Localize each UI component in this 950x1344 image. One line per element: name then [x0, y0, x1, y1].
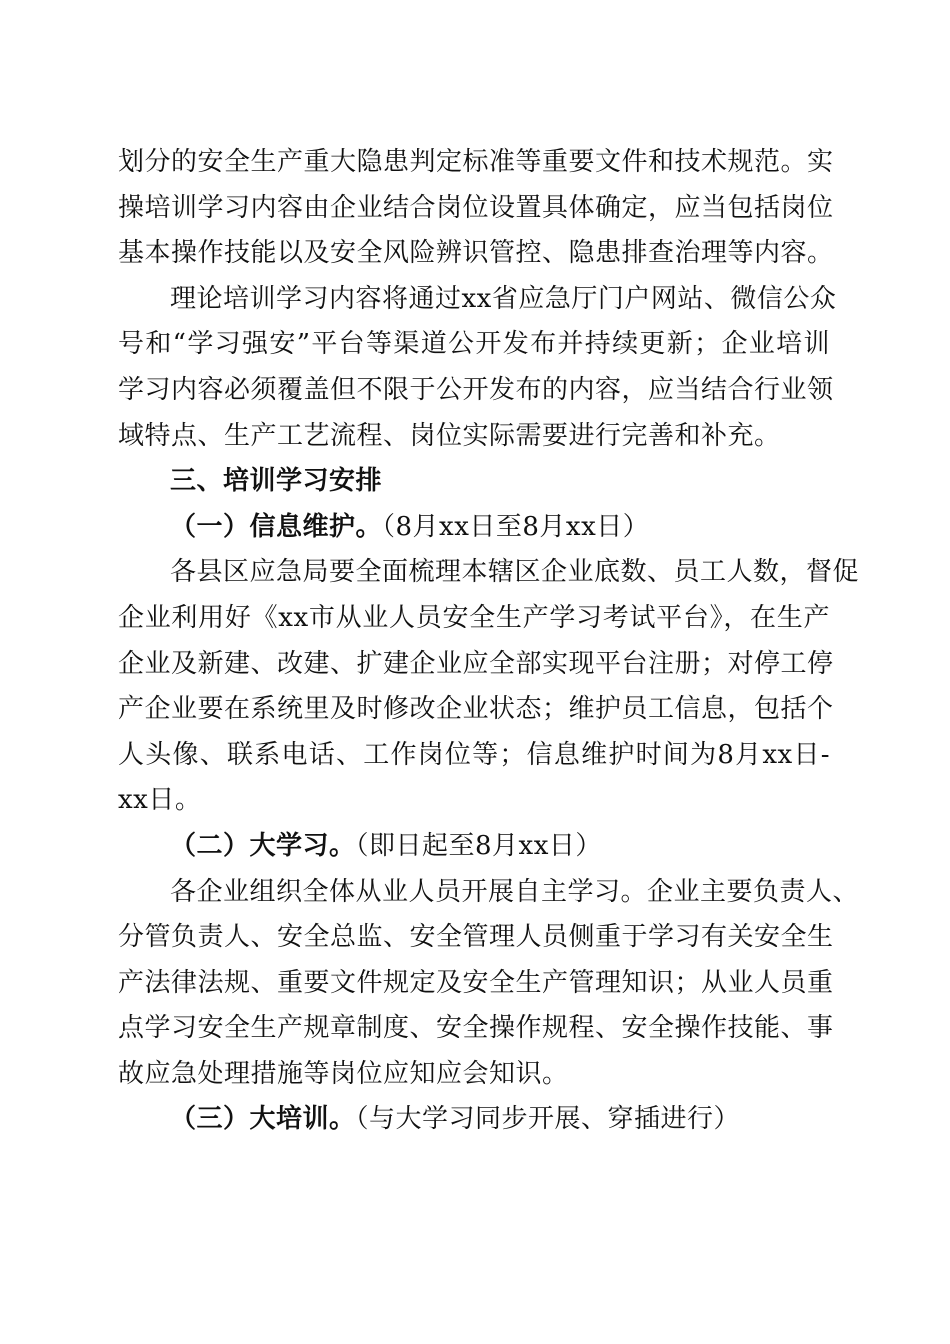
paragraph-info-maintenance: [118, 550, 860, 824]
text-line: 理论培训学习内容将通过xx省应急厅门户网站、微信公众: [170, 283, 837, 314]
subsection-heading-big-study: [118, 824, 830, 870]
subsection-date-note: （即日起至8月xx日）: [355, 830, 602, 861]
subsection-date-note: （与大学习同步开展、穿插进行）: [355, 1104, 741, 1135]
text-line: 故应急处理措施等岗位应知应会知识。: [118, 1058, 569, 1089]
text-line: 产法律法规、重要文件规定及安全生产管理知识；从业人员重: [118, 967, 834, 998]
text-line: 人头像、联系电话、工作岗位等；信息维护时间为8月xx日-: [118, 739, 830, 770]
subsection-title: （一）信息维护。: [170, 511, 383, 542]
text-line: 企业利用好《xx市从业人员安全生产学习考试平台》，在生产: [118, 602, 830, 633]
section-heading: 三、培训学习安排: [170, 466, 383, 497]
text-line: 基本操作技能以及安全风险辨识管控、隐患排查治理等内容。: [118, 238, 834, 269]
paragraph-content-publishing: [118, 277, 837, 459]
document-page: [118, 140, 860, 1143]
text-line: 各县区应急局要全面梳理本辖区企业底数、员工人数，督促: [170, 557, 860, 588]
text-line: 号和“学习强安”平台等渠道公开发布并持续更新；企业培训: [118, 329, 830, 360]
paragraph-curriculum-scope: [118, 140, 834, 277]
text-line: xx日。: [118, 785, 202, 816]
subsection-title: （二）大学习。: [170, 830, 356, 861]
text-line: 域特点、生产工艺流程、岗位实际需要进行完善和补充。: [118, 420, 781, 451]
text-line: 企业及新建、改建、扩建企业应全部实现平台注册；对停工停: [118, 648, 834, 679]
subsection-heading-big-training: [118, 1097, 830, 1143]
text-line: 操培训学习内容由企业结合岗位设置具体确定，应当包括岗位: [118, 192, 834, 223]
subsection-date-note: （8月xx日至8月xx日）: [382, 511, 650, 542]
text-line: 产企业要在系统里及时修改企业状态；维护员工信息，包括个: [118, 694, 834, 725]
text-line: 各企业组织全体从业人员开展自主学习。企业主要负责人、: [170, 876, 860, 907]
text-line: 分管负责人、安全总监、安全管理人员侧重于学习有关安全生: [118, 922, 834, 953]
subsection-heading-info-maintenance: [118, 505, 830, 551]
subsection-title: （三）大培训。: [170, 1104, 356, 1135]
paragraph-big-study: [118, 870, 860, 1098]
text-line: 划分的安全生产重大隐患判定标准等重要文件和技术规范。实: [118, 147, 834, 177]
text-line: 点学习安全生产规章制度、安全操作规程、安全操作技能、事: [118, 1013, 834, 1044]
text-line: 学习内容必须覆盖但不限于公开发布的内容，应当结合行业领: [118, 374, 834, 405]
